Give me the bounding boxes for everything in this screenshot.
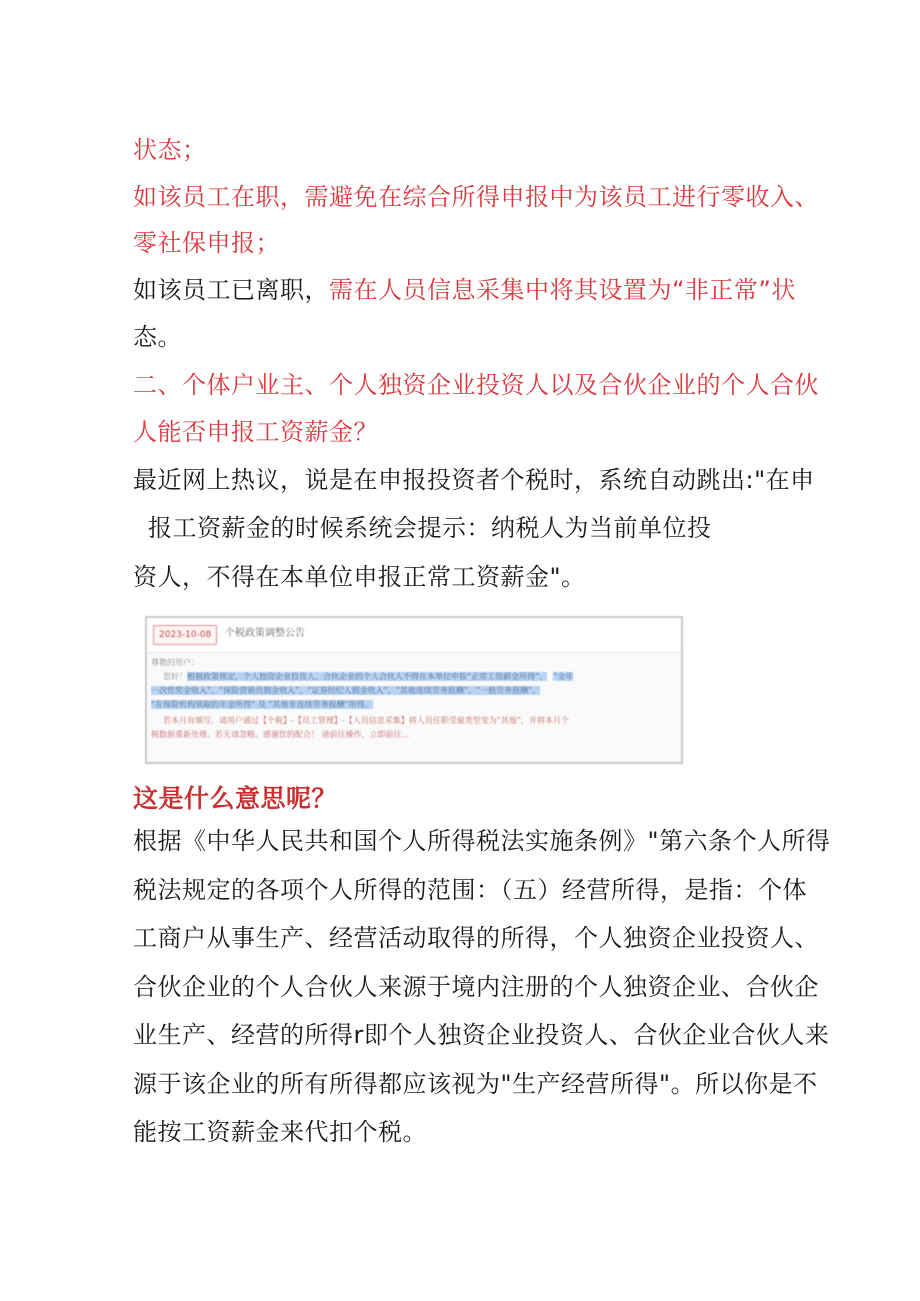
- paragraph-line: 能按工资薪金来代扣个税。: [133, 1118, 427, 1146]
- question-heading: 这是什么意思呢？: [133, 784, 338, 813]
- notice-highlight: 根据政策规定，个人独资企业投资人、合伙企业的个人合伙人不得在本单位申报“正常工资薪金所得”、: [187, 672, 548, 681]
- paragraph-line: 报工资薪金的时候系统会提示：纳税人为当前单位投: [148, 514, 712, 542]
- text-segment: 如该员工已离职，: [133, 276, 329, 304]
- paragraph-line: 工商户从事生产、经营活动取得的所得，个人独资企业投资人、: [133, 924, 819, 952]
- paragraph-line: 根据《中华人民共和国个人所得税法实施条例》"第六条个人所得: [133, 827, 831, 855]
- text-segment: 状态；: [133, 136, 207, 164]
- notice-line: 税数据重新处理。若无请忽略。感谢您的配合！ 请前往操作，立即前往...: [151, 730, 410, 739]
- paragraph-line: [133, 273, 796, 307]
- notice-line: [151, 698, 373, 711]
- paragraph-line: 业生产、经营的所得r即个人独资企业投资人、合伙企业合伙人来: [133, 1021, 830, 1049]
- notice-line: 若本月有填写，请用户通过【个税】-【员工管理】-【人员信息采集】将人员任职受雇类型变为“其他”，并将本月个: [163, 716, 570, 725]
- paragraph-line: 零社保申报；: [133, 229, 280, 257]
- paragraph-line: 态。: [133, 323, 182, 351]
- paragraph-line: 合伙企业的个人合伙人来源于境内注册的个人独资企业、合伙企: [133, 973, 819, 1001]
- notice-highlight: “全年: [553, 672, 574, 681]
- notice-title: 个税政策调整公告: [225, 628, 305, 639]
- paragraph-line: [133, 133, 207, 167]
- notice-highlight: 一次性奖金收入”、“保险营销员佣金收入”、“证券经纪人佣金收入”、“其他连续劳务报酬”、“一般劳务报酬”、: [151, 686, 541, 695]
- paragraph-line: 如该员工在职，需避免在综合所得申报中为该员工进行零收入、: [133, 183, 819, 211]
- notice-greeting: 尊敬的用户：: [151, 658, 199, 667]
- section-title-line: 人能否申报工资薪金？: [133, 418, 378, 446]
- notice-date-badge: 2023-10-08: [153, 625, 217, 645]
- paragraph-line: 资人，不得在本单位申报正常工资薪金"。: [133, 563, 586, 591]
- notice-text: 您好！: [163, 672, 187, 681]
- notice-line: [151, 684, 540, 697]
- notice-header: [147, 618, 681, 653]
- paragraph-line: 税法规定的各项个人所得的范围：（五）经营所得，是指：个体: [133, 876, 807, 904]
- notice-screenshot: [145, 616, 683, 764]
- notice-line: [163, 670, 573, 683]
- paragraph-line: 源于该企业的所有所得都应该视为"生产经营所得"。所以你是不: [133, 1070, 818, 1098]
- notice-highlight: “在保险机构领取的年金所得” 及 “其他非连续劳务报酬”所得。: [151, 700, 373, 709]
- text-segment: 需在人员信息采集中将其设置为“非正常”状: [329, 276, 796, 304]
- paragraph-line: 最近网上热议，说是在申报投资者个税时，系统自动跳出:"在申: [133, 466, 815, 494]
- section-title-line: 二、个体户业主、个人独资企业投资人以及合伙企业的个人合伙: [133, 371, 819, 399]
